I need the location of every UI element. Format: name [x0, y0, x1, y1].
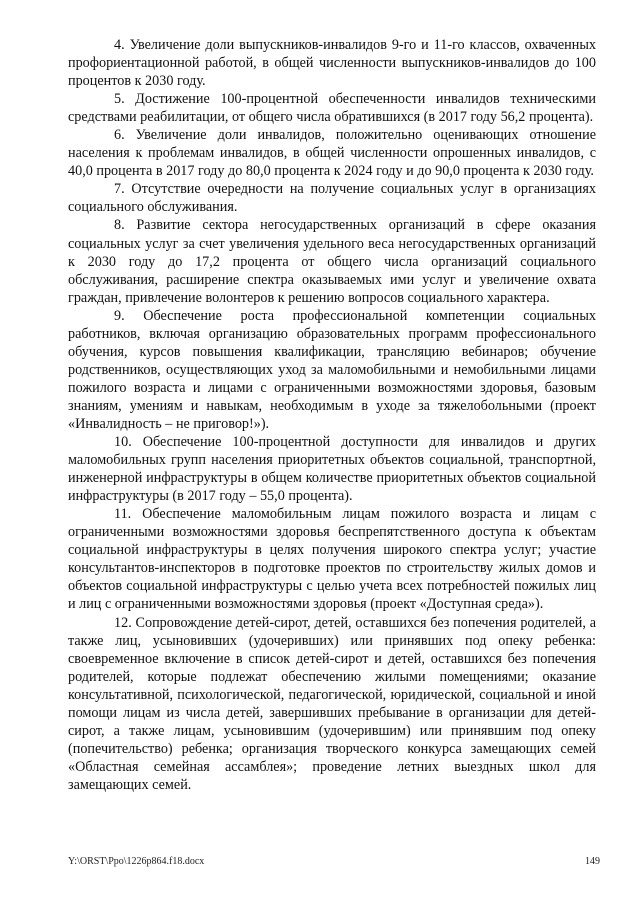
footer-page-number: 149	[585, 856, 600, 867]
paragraph-item-10: 10. Обеспечение 100-процентной доступности для инвалидов и других маломобильных групп населения приоритетных объектов социальной, транспортной, инженерной инфраструктуры в общем количестве приоритетных объектов социальной инфраструктуры (в 2017 году – 55,0 процента).	[68, 434, 596, 505]
paragraph-item-9: 9. Обеспечение роста профессиональной компетенции социальных работников, включая организацию образовательных программ профессионального обучения, курсов повышения квалификации, трансляцию вебинаров; обучение родственников, осуществляющих уход за маломобильными и немобильными лицами пожилого возраста и лицами с ограниченными возможностями здоровья, базовым знаниям, умениям и навыкам, необходимым в уходе за тяжелобольными (проект «Инвалидность – не приговор!»).	[68, 307, 596, 432]
paragraph-item-6: 6. Увеличение доли инвалидов, положительно оценивающих отношение населения к проблемам инвалидов, в общей численности опрошенных инвалидов, с 40,0 процента в 2017 году до 80,0 процента к 2024 году и до 90,0 процента к 2030 году.	[68, 127, 596, 180]
paragraph-item-7: 7. Отсутствие очередности на получение социальных услуг в организациях социального обслуживания.	[68, 181, 596, 216]
paragraph-item-11: 11. Обеспечение маломобильным лицам пожилого возраста и лицам с ограниченными возможностями здоровья беспрепятственного доступа к объектам социальной инфраструктуры в целях получения широкого спектра услуг; участие консультантов-инспекторов в подготовке проектов по строительству жилых домов и объектов социальной инфраструктуры с целью учета всех потребностей пожилых лиц и лиц с ограниченными возможностями здоровья (проект «Доступная среда»).	[68, 506, 596, 613]
document-body	[68, 36, 596, 794]
footer-file-path: Y:\ORST\Ppo\1226p864.f18.docx	[68, 856, 205, 867]
paragraph-item-4: 4. Увеличение доли выпускников-инвалидов 9-го и 11-го классов, охваченных профориентационной работой, в общей численности выпускников-инвалидов до 100 процентов к 2030 году.	[68, 37, 596, 90]
paragraph-item-5: 5. Достижение 100-процентной обеспеченности инвалидов техническими средствами реабилитации, от общего числа обратившихся (в 2017 году 56,2 процента).	[68, 91, 596, 126]
paragraph-item-12: 12. Сопровождение детей-сирот, детей, оставшихся без попечения родителей, а также лиц, усыновивших (удочеривших) или принявших под опеку ребенка: своевременное включение в список детей-сирот и детей, оставшихся без попечения родителей, которые подлежат обеспечению жилыми помещениями; оказание консультативной, психологической, педагогической, юридической, социальной и иной помощи лицам из числа детей, завершивших пребывание в организации для детей-сирот, а также лицам, усыновившим (удочерившим) или принявшим под опеку (попечительство) ребенка; организация творческого конкурса замещающих семей «Областная семейная ассамблея»; проведение летних выездных школ для замещающих семей.	[68, 614, 596, 793]
paragraph-item-8: 8. Развитие сектора негосударственных организаций в сфере оказания социальных услуг за счет увеличения удельного веса негосударственных организаций к 2030 году до 17,2 процента от общего числа организаций социального обслуживания, расширение спектра оказываемых ими услуг и увеличение охвата граждан, привлечение волонтеров к решению вопросов социального характера.	[68, 217, 596, 306]
